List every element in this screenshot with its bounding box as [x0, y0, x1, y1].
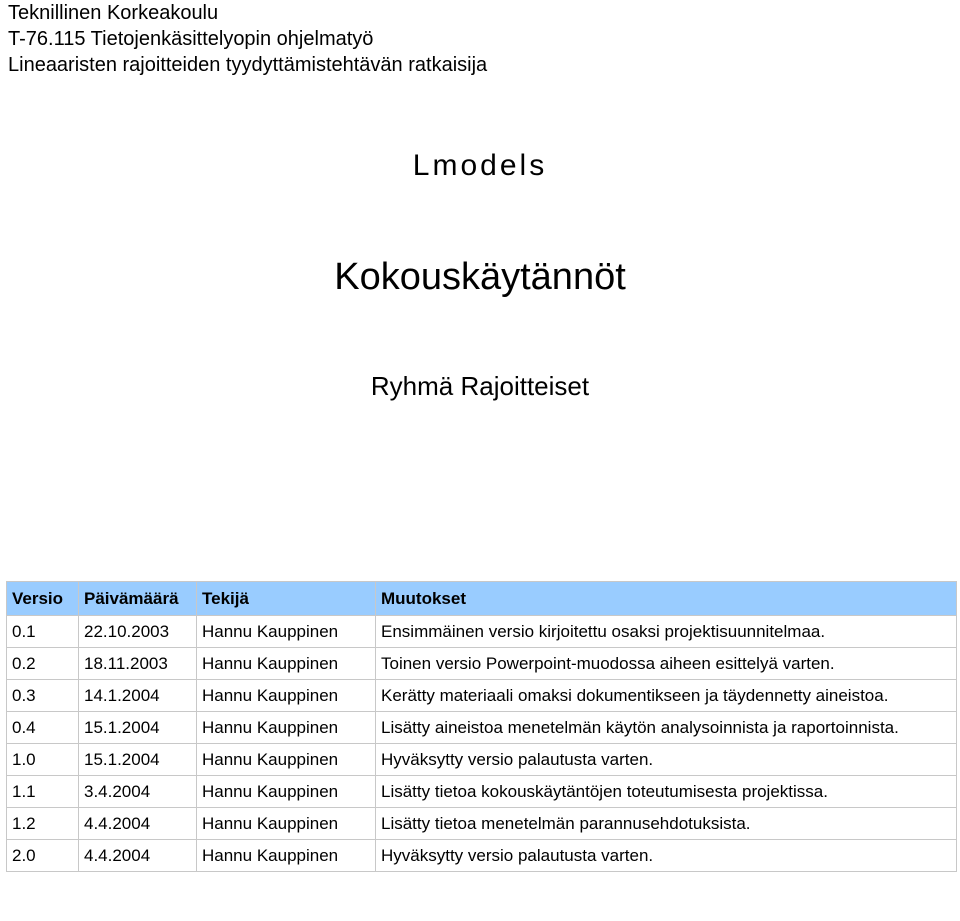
author-cell: Hannu Kauppinen: [197, 712, 376, 744]
author-cell: Hannu Kauppinen: [197, 616, 376, 648]
column-header-version: Versio: [7, 582, 79, 616]
version-cell: 2.0: [7, 840, 79, 872]
university-name: Teknillinen Korkeakoulu: [8, 2, 219, 24]
table-row: [7, 776, 957, 808]
group-name: Ryhmä Rajoitteiset: [370, 371, 590, 401]
date-cell: 4.4.2004: [79, 840, 197, 872]
table-header-row: [7, 582, 957, 616]
change-cell: Ensimmäinen versio kirjoitettu osaksi projektisuunnitelmaa.: [376, 616, 957, 648]
table-row: [7, 648, 957, 680]
version-history-table: [6, 581, 957, 872]
date-cell: 18.11.2003: [79, 648, 197, 680]
table-row: [7, 712, 957, 744]
change-cell: Lisätty tietoa kokouskäytäntöjen toteutumisesta projektissa.: [376, 776, 957, 808]
column-header-date: Päivämäärä: [79, 582, 197, 616]
version-cell: 0.2: [7, 648, 79, 680]
date-cell: 3.4.2004: [79, 776, 197, 808]
table-row: [7, 808, 957, 840]
table-row: [7, 680, 957, 712]
date-cell: 4.4.2004: [79, 808, 197, 840]
date-cell: 15.1.2004: [79, 744, 197, 776]
version-cell: 0.4: [7, 712, 79, 744]
change-cell: Lisätty aineistoa menetelmän käytön analysoinnista ja raportoinnista.: [376, 712, 957, 744]
version-cell: 0.1: [7, 616, 79, 648]
document-header: [8, 0, 487, 78]
date-cell: 14.1.2004: [79, 680, 197, 712]
version-cell: 1.2: [7, 808, 79, 840]
project-description: Lineaaristen rajoitteiden tyydyttämistehtävän ratkaisija: [8, 54, 488, 76]
table-row: [7, 744, 957, 776]
table-row: [7, 616, 957, 648]
project-title: Lmodels: [412, 149, 548, 182]
column-header-changes: Muutokset: [376, 582, 957, 616]
course-name: T-76.115 Tietojenkäsittelyopin ohjelmatyö: [8, 28, 374, 50]
document-title: Kokouskäytännöt: [334, 256, 626, 298]
change-cell: Lisätty tietoa menetelmän parannusehdotuksista.: [376, 808, 957, 840]
change-cell: Hyväksytty versio palautusta varten.: [376, 840, 957, 872]
author-cell: Hannu Kauppinen: [197, 680, 376, 712]
author-cell: Hannu Kauppinen: [197, 808, 376, 840]
author-cell: Hannu Kauppinen: [197, 776, 376, 808]
version-cell: 1.1: [7, 776, 79, 808]
change-cell: Hyväksytty versio palautusta varten.: [376, 744, 957, 776]
change-cell: Kerätty materiaali omaksi dokumentikseen ja täydennetty aineistoa.: [376, 680, 957, 712]
change-cell: Toinen versio Powerpoint-muodossa aiheen esittelyä varten.: [376, 648, 957, 680]
version-cell: 1.0: [7, 744, 79, 776]
author-cell: Hannu Kauppinen: [197, 648, 376, 680]
table-row: [7, 840, 957, 872]
author-cell: Hannu Kauppinen: [197, 744, 376, 776]
column-header-author: Tekijä: [197, 582, 376, 616]
version-cell: 0.3: [7, 680, 79, 712]
date-cell: 22.10.2003: [79, 616, 197, 648]
date-cell: 15.1.2004: [79, 712, 197, 744]
author-cell: Hannu Kauppinen: [197, 840, 376, 872]
